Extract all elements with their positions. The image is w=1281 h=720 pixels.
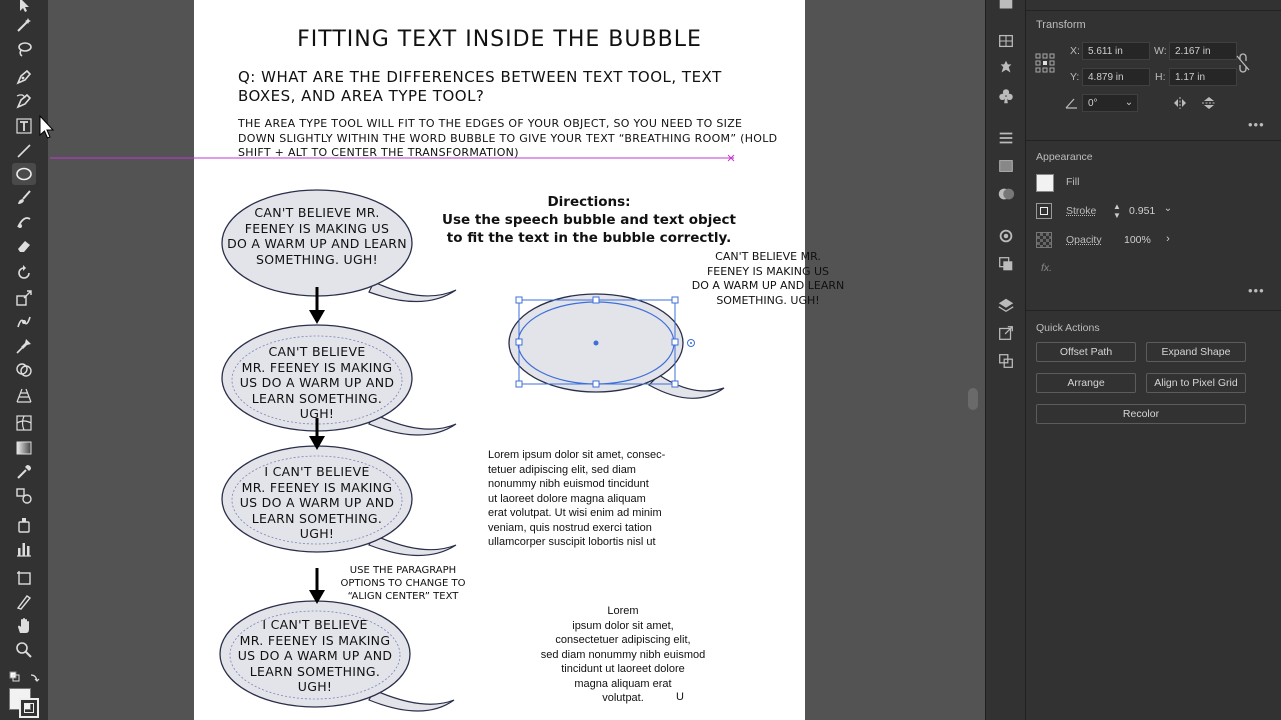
rotation-dropdown-chevron-icon[interactable]: ⌄ [1124, 97, 1134, 108]
arrow-1 [309, 310, 325, 324]
reference-point-icon[interactable] [1035, 53, 1055, 73]
paintbrush-tool-icon[interactable] [12, 187, 36, 209]
perspective-grid-tool-icon[interactable] [12, 384, 36, 406]
opacity-value[interactable]: 100% [1124, 234, 1151, 246]
directions [434, 193, 744, 247]
arrange-button[interactable]: Arrange [1036, 373, 1136, 393]
shaper-tool-icon[interactable] [12, 211, 36, 233]
artboard[interactable] [194, 0, 845, 720]
puppet-icon[interactable] [996, 58, 1016, 78]
scale-tool-icon[interactable] [12, 287, 36, 309]
stroke-color-swatch[interactable] [19, 698, 39, 718]
directions-line-2: to fit the text in the bubble correctly. [446, 230, 732, 246]
stroke-swatch[interactable] [1036, 203, 1052, 219]
transparency-icon[interactable] [996, 184, 1016, 204]
export-icon[interactable] [996, 323, 1016, 343]
fx-icon[interactable]: fx. [1041, 262, 1053, 274]
bubble-2-text[interactable]: CAN'T BELIEVE MR. FEENEY IS MAKING US DO A WARM UP AND LEARN SOMETHING. UGH! [239, 344, 395, 421]
line-segment-tool-icon[interactable] [12, 140, 36, 162]
x-field[interactable]: 5.611 in [1082, 42, 1150, 60]
constrain-proportions-icon[interactable] [1235, 54, 1251, 72]
recolor-button[interactable]: Recolor [1036, 404, 1246, 424]
libraries-icon[interactable] [996, 31, 1016, 51]
align-to-pixel-grid-button[interactable]: Align to Pixel Grid [1146, 373, 1246, 393]
rotation-field[interactable]: 0° [1082, 94, 1138, 112]
lorem-center-text[interactable]: Lorem ipsum dolor sit amet, consectetuer adipiscing elit, sed diam nonummy nibh euismod tincidunt ut laoreet dolore magna aliquam erat volutpat. [540, 605, 706, 704]
dock-icon-strip [985, 0, 1026, 720]
fill-swatch[interactable] [1036, 174, 1054, 192]
question-text: Q: WHAT ARE THE DIFFERENCES BETWEEN TEXT TOOL, TEXT BOXES, AND AREA TYPE TOOL? [238, 68, 722, 105]
gradient-panel-icon[interactable] [996, 156, 1016, 176]
opacity-label[interactable]: Opacity [1066, 234, 1102, 246]
area-type-note: THE AREA TYPE TOOL WILL FIT TO THE EDGES OF YOUR OBJECT, SO YOU NEED TO SIZE DOWN SLIGHTLY WITHIN THE WORD BUBBLE TO GIVE YOUR TEXT “BREATHING ROOM” (HOLD SHIFT + ALT TO CENTER THE TRANSFORMATION) [238, 117, 778, 159]
ellipse-tool-icon[interactable] [12, 163, 36, 185]
swap-colors-icon[interactable] [30, 669, 40, 679]
pen-tool-icon[interactable] [12, 66, 36, 88]
mesh-tool-icon[interactable] [12, 412, 36, 434]
directions-line-1: Use the speech bubble and text object [442, 212, 736, 228]
artboards-icon[interactable] [996, 351, 1016, 371]
lasso-tool-icon[interactable] [12, 38, 36, 60]
canvas-scrollbar-thumb[interactable] [968, 388, 978, 410]
puppet-warp-tool-icon[interactable] [12, 311, 36, 333]
gradient-tool-icon[interactable] [12, 437, 36, 459]
artboard-tool-icon[interactable] [12, 567, 36, 589]
w-field[interactable]: 2.167 in [1169, 42, 1237, 60]
type-tool-icon[interactable] [12, 115, 36, 137]
properties-panel [1025, 0, 1281, 720]
appearance-more-options-icon[interactable]: ••• [1248, 283, 1265, 298]
properties-icon[interactable] [996, 0, 1016, 14]
appearance-heading: Appearance [1036, 151, 1093, 163]
appearance-panel-icon[interactable] [996, 226, 1016, 246]
default-colors-icon[interactable] [10, 669, 20, 679]
expand-shape-button[interactable]: Expand Shape [1146, 342, 1246, 362]
magic-wand-tool-icon[interactable] [12, 14, 36, 36]
symbol-sprayer-tool-icon[interactable] [12, 514, 36, 536]
fill-label: Fill [1066, 176, 1080, 188]
bubble-1-tail [369, 282, 456, 302]
bubble-1-text[interactable]: CAN'T BELIEVE MR. FEENEY IS MAKING US DO A WARM UP AND LEARN SOMETHING. UGH! [227, 205, 407, 267]
bubble-3-text[interactable]: I CAN'T BELIEVE MR. FEENEY IS MAKING US DO A WARM UP AND LEARN SOMETHING. UGH! [239, 464, 395, 541]
eraser-tool-icon[interactable] [12, 235, 36, 257]
pin-tool-icon[interactable] [12, 335, 36, 357]
stroke-panel-icon[interactable] [996, 128, 1016, 148]
curvature-tool-icon[interactable] [12, 90, 36, 112]
opacity-chevron-right-icon[interactable]: › [1166, 233, 1170, 245]
transform-more-options-icon[interactable]: ••• [1248, 117, 1265, 132]
w-label: W: [1154, 45, 1167, 57]
zoom-tool-icon[interactable] [12, 639, 36, 661]
h-field[interactable]: 1.17 in [1169, 68, 1237, 86]
hand-tool-icon[interactable] [12, 615, 36, 637]
loose-bubble-text[interactable]: CAN'T BELIEVE MR. FEENEY IS MAKING US DO A WARM UP AND LEARN SOMETHING. UGH! [691, 250, 845, 307]
stroke-weight-value[interactable]: 0.951 [1129, 205, 1156, 217]
stroke-weight-stepper-icon[interactable]: ▲ ▼ [1113, 202, 1121, 220]
rotate-tool-icon[interactable] [12, 262, 36, 284]
eyedropper-tool-icon[interactable] [12, 461, 36, 483]
bubble-4-text[interactable]: I CAN'T BELIEVE MR. FEENEY IS MAKING US DO A WARM UP AND LEARN SOMETHING. UGH! [237, 617, 393, 694]
column-graph-tool-icon[interactable] [12, 538, 36, 560]
blend-tool-icon[interactable] [12, 485, 36, 507]
x-label: X: [1070, 45, 1080, 57]
graphic-styles-icon[interactable] [996, 254, 1016, 274]
opacity-checker-icon [1036, 232, 1052, 248]
y-field[interactable]: 4.879 in [1082, 68, 1150, 86]
slice-tool-icon[interactable] [12, 591, 36, 613]
directions-heading: Directions: [547, 194, 631, 210]
stroke-weight-dropdown-chevron-icon[interactable]: ⌄ [1163, 203, 1173, 214]
selected-bubble-tail [649, 375, 724, 398]
y-label: Y: [1070, 71, 1080, 83]
paragraph-tip: USE THE PARAGRAPH OPTIONS TO CHANGE TO “ALIGN CENTER” TEXT [340, 565, 466, 602]
quick-actions-heading: Quick Actions [1036, 322, 1100, 334]
transform-heading: Transform [1036, 19, 1086, 31]
h-label: H: [1155, 71, 1166, 83]
selection-center-point [594, 341, 599, 346]
offset-path-button[interactable]: Offset Path [1036, 342, 1136, 362]
cursor-marker: U [676, 691, 684, 703]
flip-horizontal-icon[interactable] [1172, 96, 1188, 110]
flip-vertical-icon[interactable] [1201, 96, 1217, 110]
tools-panel [0, 0, 48, 720]
layers-icon[interactable] [996, 295, 1016, 315]
shape-builder-tool-icon[interactable] [12, 359, 36, 381]
lorem-left-text[interactable]: Lorem ipsum dolor sit amet, consec- tetuer adipiscing elit, sed diam nonummy nibh euismod tincidunt ut laoreet dolore magna aliquam erat volutpat. Ut wisi enim ad minim veniam, quis nostrud exerci tation ullamcorper suscipit lobortis nisl ut [488, 449, 666, 548]
rotate-angle-icon [1064, 96, 1078, 108]
artboard-title: FITTING TEXT INSIDE THE BUBBLE [297, 27, 702, 52]
club-symbol-icon[interactable] [996, 86, 1016, 106]
stroke-label[interactable]: Stroke [1066, 205, 1097, 217]
